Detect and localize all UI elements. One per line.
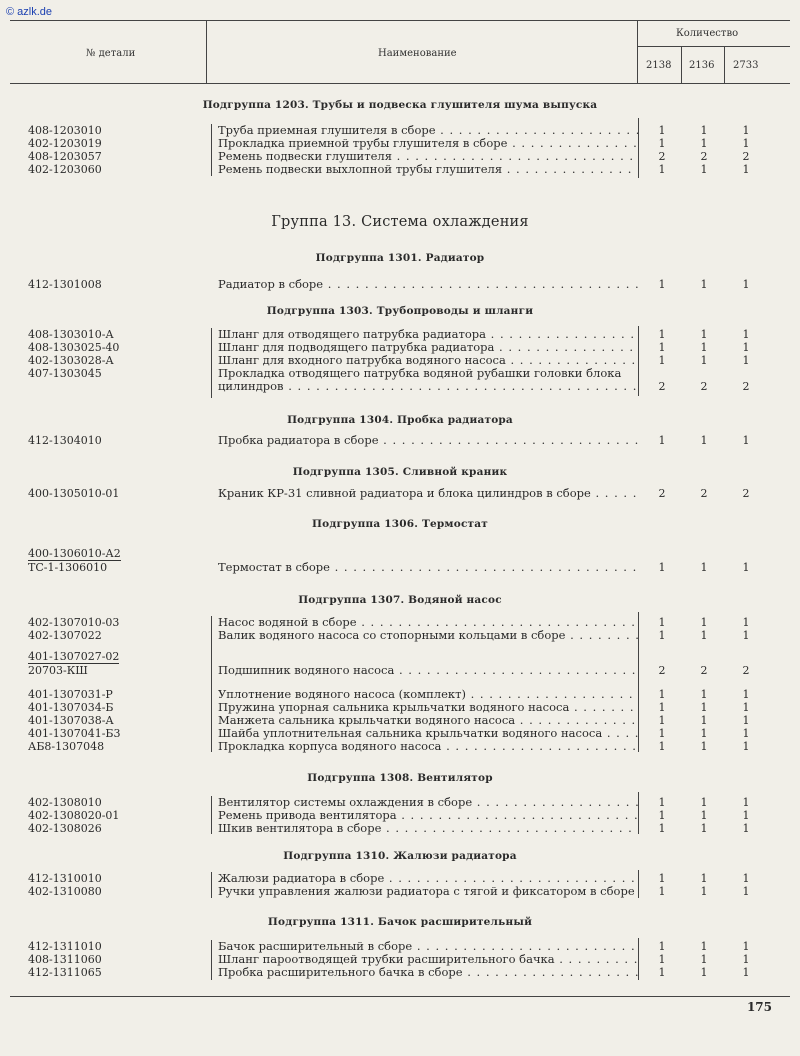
part-number: 400-1306010-А2 <box>28 547 121 560</box>
part-number: 401-1307027-02 <box>28 650 120 663</box>
part-number: 402-1308020-01 <box>28 809 120 822</box>
quantity-2733: 1 <box>742 809 750 822</box>
quantity-2136: 1 <box>700 561 708 574</box>
quantity-2733: 1 <box>742 354 750 367</box>
table-row <box>0 561 800 574</box>
header-model-2136: 2136 <box>689 60 715 71</box>
quantity-2136: 1 <box>700 822 708 835</box>
table-row <box>0 137 800 150</box>
part-name: Ремень подвески выхлопной трубы глушителя . . . <box>218 163 638 176</box>
part-name: Прокладка корпуса водяного насоса . . . <box>218 740 638 753</box>
quantity-2733: 2 <box>742 664 750 677</box>
table-row <box>0 940 800 953</box>
part-number: 412-1301008 <box>28 278 102 291</box>
quantity-2138: 2 <box>658 664 666 677</box>
table-row <box>0 809 800 822</box>
quantity-2136: 2 <box>700 380 708 393</box>
copyright-link[interactable] <box>6 6 52 18</box>
quantity-2733: 1 <box>742 341 750 354</box>
part-number: 408-1203010 <box>28 124 102 137</box>
header-quantity: Количество <box>676 28 739 39</box>
quantity-2138: 1 <box>658 328 666 341</box>
table-row <box>0 616 800 629</box>
quantity-2138: 1 <box>658 872 666 885</box>
quantity-2733: 1 <box>742 278 750 291</box>
part-number: 412-1310010 <box>28 872 102 885</box>
quantity-2138: 1 <box>658 885 666 898</box>
table-header <box>0 20 800 84</box>
quantity-2136: 1 <box>700 740 708 753</box>
quantity-2138: 1 <box>658 940 666 953</box>
quantity-2733: 1 <box>742 701 750 714</box>
subgroup-1303-title: Подгруппа 1303. Трубопроводы и шланги <box>266 305 534 317</box>
quantity-2136: 1 <box>700 953 708 966</box>
part-number: 408-1311060 <box>28 953 102 966</box>
quantity-2136: 1 <box>700 714 708 727</box>
table-row <box>0 688 800 701</box>
table-row <box>0 150 800 163</box>
table-row <box>0 380 800 393</box>
subgroup-1307-title: Подгруппа 1307. Водяной насос <box>298 594 502 606</box>
part-name: Уплотнение водяного насоса (комплект) . . . <box>218 688 638 701</box>
part-name: Ремень подвески глушителя . . . <box>218 150 638 163</box>
part-number: АБ8-1307048 <box>28 740 105 753</box>
part-number: 401-1307034-Б <box>28 701 114 714</box>
subgroup-1203-title: Подгруппа 1203. Трубы и подвеска глушителя шума выпуска <box>202 99 598 111</box>
part-name: Шланг для отводящего патрубка радиатора . . . <box>218 328 638 341</box>
table-row <box>0 487 800 500</box>
quantity-2733: 1 <box>742 328 750 341</box>
part-number: 401-1307031-Р <box>28 688 113 701</box>
part-name: Ручки управления жалюзи радиатора с тягой и фиксатором в сборе . . . <box>218 885 638 898</box>
part-number: 412-1304010 <box>28 434 102 447</box>
part-number: 400-1305010-01 <box>28 487 120 500</box>
part-number: 408-1303025-40 <box>28 341 120 354</box>
quantity-2138: 1 <box>658 701 666 714</box>
quantity-2733: 1 <box>742 872 750 885</box>
part-number: 412-1311065 <box>28 966 102 979</box>
quantity-2138: 1 <box>658 124 666 137</box>
quantity-2138: 1 <box>658 616 666 629</box>
quantity-2138: 1 <box>658 714 666 727</box>
table-row <box>0 953 800 966</box>
quantity-2733: 1 <box>742 163 750 176</box>
part-number: 408-1203057 <box>28 150 102 163</box>
quantity-2138: 1 <box>658 163 666 176</box>
quantity-2733: 1 <box>742 796 750 809</box>
part-name: Шланг для входного патрубка водяного насоса . . . <box>218 354 638 367</box>
table-row <box>0 124 800 137</box>
quantity-2138: 1 <box>658 341 666 354</box>
quantity-2733: 1 <box>742 434 750 447</box>
part-name: Труба приемная глушителя в сборе . . . <box>218 124 638 137</box>
quantity-2138: 1 <box>658 740 666 753</box>
part-number: 402-1307010-03 <box>28 616 120 629</box>
part-name: Пружина упорная сальника крыльчатки водяного насоса . . . <box>218 701 638 714</box>
table-row <box>0 872 800 885</box>
quantity-2136: 1 <box>700 163 708 176</box>
table-row <box>0 629 800 642</box>
table-row <box>0 966 800 979</box>
quantity-2138: 1 <box>658 796 666 809</box>
table-row <box>0 434 800 447</box>
quantity-2733: 1 <box>742 740 750 753</box>
quantity-2733: 1 <box>742 940 750 953</box>
table-row <box>0 650 800 663</box>
header-model-2138: 2138 <box>646 60 672 71</box>
quantity-2733: 2 <box>742 380 750 393</box>
subgroup-1301-title: Подгруппа 1301. Радиатор <box>315 252 485 264</box>
part-number: 402-1308010 <box>28 796 102 809</box>
table-row <box>0 547 800 560</box>
quantity-2733: 1 <box>742 561 750 574</box>
part-name: Краник КР-31 сливной радиатора и блока цилиндров в сборе . . . <box>218 487 638 500</box>
quantity-2733: 1 <box>742 727 750 740</box>
quantity-2136: 1 <box>700 124 708 137</box>
table-row <box>0 822 800 835</box>
page-number: 175 <box>746 1000 772 1014</box>
part-number: 412-1311010 <box>28 940 102 953</box>
part-number: 402-1307022 <box>28 629 102 642</box>
part-name: Ремень привода вентилятора . . . <box>218 809 638 822</box>
table-row <box>0 341 800 354</box>
quantity-2136: 1 <box>700 701 708 714</box>
quantity-2136: 2 <box>700 487 708 500</box>
part-number: 402-1203019 <box>28 137 102 150</box>
part-name: Шайба уплотнительная сальника крыльчатки водяного насоса . . . <box>218 727 638 740</box>
part-number: 408-1303010-А <box>28 328 114 341</box>
quantity-2136: 1 <box>700 137 708 150</box>
quantity-2733: 1 <box>742 714 750 727</box>
quantity-2138: 1 <box>658 278 666 291</box>
header-part-no: № детали <box>86 48 136 59</box>
quantity-2136: 1 <box>700 872 708 885</box>
quantity-2138: 1 <box>658 561 666 574</box>
quantity-2138: 2 <box>658 380 666 393</box>
quantity-2136: 1 <box>700 278 708 291</box>
table-row <box>0 664 800 677</box>
subgroup-1306-title: Подгруппа 1306. Термостат <box>312 518 488 530</box>
subgroup-1304-title: Подгруппа 1304. Пробка радиатора <box>287 414 513 426</box>
table-row <box>0 163 800 176</box>
copyright-text[interactable]: © azlk.de <box>6 6 53 18</box>
part-name: Валик водяного насоса со стопорными кольцами в сборе . . . <box>218 629 638 642</box>
quantity-2733: 1 <box>742 966 750 979</box>
quantity-2733: 1 <box>742 629 750 642</box>
quantity-2733: 1 <box>742 953 750 966</box>
part-name: Подшипник водяного насоса . . . <box>218 664 638 677</box>
quantity-2136: 1 <box>700 940 708 953</box>
quantity-2138: 1 <box>658 688 666 701</box>
quantity-2138: 1 <box>658 727 666 740</box>
quantity-2136: 2 <box>700 150 708 163</box>
part-name: Жалюзи радиатора в сборе . . . <box>218 872 638 885</box>
quantity-2138: 1 <box>658 354 666 367</box>
part-name: Прокладка приемной трубы глушителя в сборе . . . <box>218 137 638 150</box>
table-row <box>0 367 800 380</box>
quantity-2136: 1 <box>700 616 708 629</box>
quantity-2136: 1 <box>700 341 708 354</box>
quantity-2136: 1 <box>700 966 708 979</box>
part-name: Манжета сальника крыльчатки водяного насоса . . . <box>218 714 638 727</box>
quantity-2733: 1 <box>742 688 750 701</box>
header-name: Наименование <box>378 48 457 59</box>
quantity-2136: 1 <box>700 434 708 447</box>
part-name: Прокладка отводящего патрубка водяной рубашки головки блока <box>218 367 622 380</box>
table-row <box>0 278 800 291</box>
table-row <box>0 727 800 740</box>
part-number: 407-1303045 <box>28 367 102 380</box>
part-name: цилиндров . . . <box>218 380 638 393</box>
quantity-2733: 1 <box>742 124 750 137</box>
quantity-2138: 2 <box>658 150 666 163</box>
part-number: 402-1203060 <box>28 163 102 176</box>
table-row <box>0 354 800 367</box>
part-number: 402-1308026 <box>28 822 102 835</box>
part-name: Шланг для подводящего патрубка радиатора . . . <box>218 341 638 354</box>
part-name: Вентилятор системы охлаждения в сборе . . . <box>218 796 638 809</box>
bottom-rule <box>10 996 790 997</box>
part-name: Шкив вентилятора в сборе . . . <box>218 822 638 835</box>
quantity-2733: 2 <box>742 150 750 163</box>
group-13-title: Группа 13. Система охлаждения <box>271 214 529 230</box>
part-number: 402-1303028-А <box>28 354 114 367</box>
header-model-2733: 2733 <box>733 60 759 71</box>
quantity-2733: 1 <box>742 616 750 629</box>
quantity-2733: 1 <box>742 822 750 835</box>
quantity-2138: 1 <box>658 953 666 966</box>
table-row <box>0 701 800 714</box>
quantity-2138: 1 <box>658 629 666 642</box>
quantity-2136: 1 <box>700 688 708 701</box>
quantity-2136: 1 <box>700 629 708 642</box>
quantity-2138: 1 <box>658 966 666 979</box>
table-row <box>0 740 800 753</box>
quantity-2138: 2 <box>658 487 666 500</box>
quantity-2136: 1 <box>700 885 708 898</box>
quantity-2138: 1 <box>658 137 666 150</box>
quantity-2733: 1 <box>742 885 750 898</box>
subgroup-1311-title: Подгруппа 1311. Бачок расширительный <box>267 916 533 928</box>
table-row <box>0 796 800 809</box>
subgroup-1305-title: Подгруппа 1305. Сливной краник <box>292 466 508 478</box>
quantity-2136: 1 <box>700 727 708 740</box>
table-row <box>0 714 800 727</box>
subgroup-1308-title: Подгруппа 1308. Вентилятор <box>307 772 493 784</box>
table-row <box>0 328 800 341</box>
quantity-2733: 1 <box>742 137 750 150</box>
part-number: 20703-КШ <box>28 664 88 677</box>
part-number: 401-1307041-Б3 <box>28 727 121 740</box>
subgroup-1310-title: Подгруппа 1310. Жалюзи радиатора <box>283 850 517 862</box>
quantity-2138: 1 <box>658 434 666 447</box>
table-row <box>0 885 800 898</box>
part-number: ТС-1-1306010 <box>28 561 108 574</box>
quantity-2136: 1 <box>700 796 708 809</box>
part-name: Пробка радиатора в сборе . . . <box>218 434 638 447</box>
part-name: Пробка расширительного бачка в сборе . . . <box>218 966 638 979</box>
quantity-2733: 2 <box>742 487 750 500</box>
quantity-2136: 1 <box>700 328 708 341</box>
part-name: Насос водяной в сборе . . . <box>218 616 638 629</box>
quantity-2138: 1 <box>658 809 666 822</box>
part-name: Бачок расширительный в сборе . . . <box>218 940 638 953</box>
quantity-2138: 1 <box>658 822 666 835</box>
part-name: Термостат в сборе . . . <box>218 561 638 574</box>
part-name: Радиатор в сборе . . . <box>218 278 638 291</box>
quantity-2136: 1 <box>700 809 708 822</box>
part-number: 402-1310080 <box>28 885 102 898</box>
quantity-2136: 1 <box>700 354 708 367</box>
quantity-2136: 2 <box>700 664 708 677</box>
part-name: Шланг пароотводящей трубки расширительного бачка . . . <box>218 953 638 966</box>
part-number: 401-1307038-А <box>28 714 114 727</box>
